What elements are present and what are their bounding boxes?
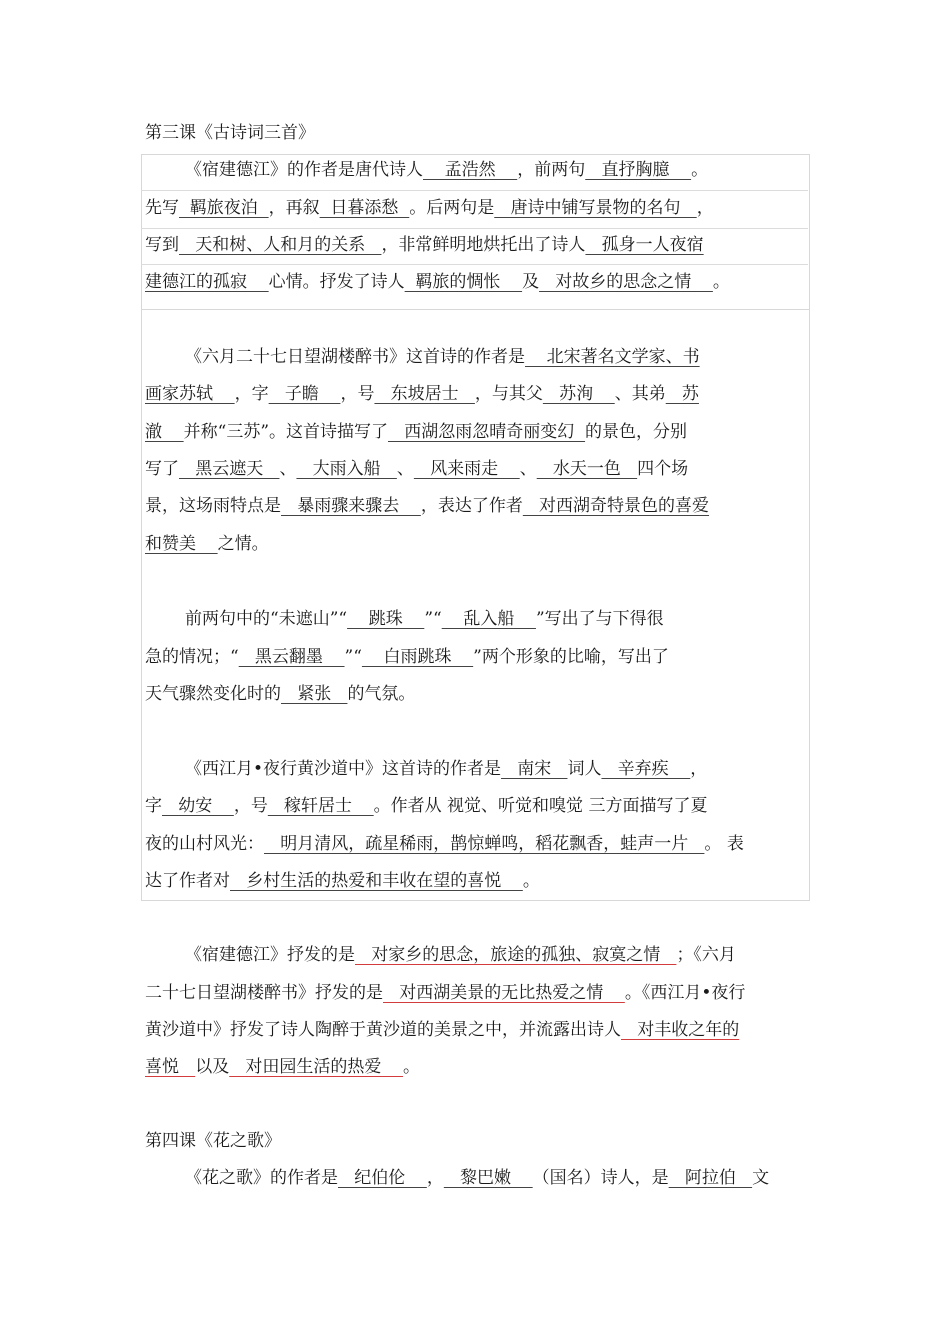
answer-blank: 辛弃疾 [601,759,691,779]
answer-blank: 东坡居士 [374,384,475,404]
text-segment: 景，这场雨特点是 [145,496,281,516]
answer-blank: 纪伯伦 [338,1168,427,1188]
answer-blank: 幼安 [162,796,234,816]
text-segment: 、其弟 [614,384,666,404]
answer-blank: 黑云遮天 [179,459,280,479]
answer-blank: 阿拉伯 [668,1168,753,1188]
text-line [145,832,809,858]
text-line [145,869,809,895]
answer-blank: 紧张 [281,684,348,704]
answer-blank: 对家乡的思念，旅途的孤独、寂寞之情 [355,945,677,965]
text-segment: 及 [522,272,540,292]
text-line [145,1055,809,1081]
answer-blank: 苏洵 [542,384,615,404]
text-segment: 前两句中的“未遮山”“ [185,609,348,629]
answer-blank: 白雨跳珠 [361,647,474,667]
text-line [145,607,809,633]
text-line [145,757,809,783]
text-segment: 、 [279,459,297,479]
text-line [145,532,809,558]
text-segment: 写到 [145,235,179,255]
text-segment: 以及 [195,1057,230,1077]
answer-blank: 孤身一人夜宿 [585,235,704,255]
box-row-divider [141,264,808,265]
text-segment: 并称“三苏”。这首诗描写了 [183,422,389,442]
text-segment: 达了作者对 [145,871,230,891]
text-segment: 《西江月•夜行黄沙道中》这首诗的作者是 [185,759,502,779]
text-line [145,494,809,520]
text-segment: 。 表 [704,834,744,854]
text-segment: 。后两句是 [409,198,495,218]
answer-blank: 西湖忽雨忽晴奇丽变幻 [388,422,586,442]
text-segment: 。 [403,1057,421,1077]
text-segment: 的气氛。 [347,684,416,704]
answer-blank: 水天一色 [536,459,638,479]
text-line [145,682,809,708]
text-segment: 、 [396,459,414,479]
answer-blank: 北宋著名文学家、书 [525,347,700,367]
answer-blank: 羁旅的惆怅 [404,272,523,292]
answer-blank: 澈 [145,422,162,442]
text-segment: ”两个形象的比喻，写出了 [473,647,669,667]
text-segment: 夜的山村风光： [145,834,264,854]
answer-blank: 南宋 [501,759,568,779]
answer-blank: 黑云翻墨 [238,647,345,667]
text-segment: ，前两句 [517,160,586,180]
text-segment: ，再叙 [268,198,320,218]
answer-blank: 孟浩然 [423,160,518,180]
text-segment: ，字 [234,384,269,404]
box-row-divider [141,228,808,229]
answer-blank: 建德江的孤寂 [145,272,247,292]
answer-blank: 跳珠 [347,609,425,629]
answer-blank: 天和树、人和月的关系 [179,235,382,255]
text-line [145,1166,809,1192]
text-segment: 。 [522,871,540,891]
text-line [145,345,809,371]
text-segment: 天气骤然变化时的 [145,684,281,704]
text-segment: 黄沙道中》抒发了诗人陶醉于黄沙道的美景之中，并流露出诗人 [145,1020,621,1040]
answer-blank: 子瞻 [268,384,341,404]
answer-blank: 明月清风，疏星稀雨，鹊惊蝉鸣，稻花飘香，蛙声一片 [264,834,705,854]
text-segment: ，号 [233,796,268,816]
text-segment: 写了 [145,459,179,479]
text-segment: 、 [519,459,537,479]
text-line [145,270,809,296]
answer-blank: 大雨入船 [296,459,397,479]
text-line [145,1018,809,1044]
text-segment: （国名）诗人，是 [532,1168,669,1188]
answer-blank: 乱入船 [441,609,536,629]
text-segment: 二十七日望湖楼醉书》抒发的是 [145,983,383,1003]
text-segment: 之情。 [217,534,269,554]
answer-blank: 对丰收之年的 [621,1020,740,1040]
answer-blank: 日暮添愁 [319,198,410,218]
answer-blank: 对西湖奇特景色的喜爱 [522,496,710,516]
answer-blank: 羁旅夜泊 [179,198,269,218]
answer-blank: 唐诗中铺写景物的名句 [494,198,697,218]
text-segment: 词人 [567,759,602,779]
answer-blank: 暴雨骤来骤去 [281,496,421,516]
text-line [145,233,809,259]
answer-blank: 乡村生活的热爱和丰收在望的喜悦 [230,871,523,891]
answer-blank [213,384,235,404]
text-segment: ， [696,198,714,218]
text-line [145,420,809,446]
text-line [145,943,809,969]
answer-blank [196,534,218,554]
text-segment: ， [690,759,708,779]
text-segment: 四个场 [637,459,689,479]
text-segment: 急的情况；“ [145,647,239,667]
answer-blank: 对田园生活的热爱 [229,1057,404,1077]
text-segment: 。作者从 视觉、听觉和嗅觉 三方面描写了夏 [373,796,708,816]
answer-blank: 苏 [665,384,699,404]
text-segment: ”“ [424,609,442,629]
text-line [145,981,809,1007]
text-segment: 字 [145,796,162,816]
answer-blank: 对故乡的思念之情 [539,272,713,292]
text-segment: 《六月二十七日望湖楼醉书》这首诗的作者是 [185,347,525,367]
box-row-divider [141,190,808,191]
text-line [145,794,809,820]
text-segment: ， [426,1168,444,1188]
answer-blank: 稼轩居士 [267,796,374,816]
answer-blank: 和赞美 [145,534,196,554]
text-segment: ；《六月 [676,945,736,965]
answer-blank [247,272,269,292]
text-segment: ，非常鲜明地烘托出了诗人 [381,235,586,255]
text-segment: 。 [712,272,730,292]
text-segment: 的景色，分别 [585,422,688,442]
text-line [145,158,809,184]
text-segment: 先写 [145,198,179,218]
answer-blank: 直抒胸臆 [585,160,692,180]
text-segment: ”写出了与下得很 [535,609,664,629]
text-line [145,382,809,408]
answer-blank [179,1057,195,1077]
text-segment: 《宿建德江》抒发的是 [185,945,355,965]
lesson4-title: 第四课《花之歌》 [145,1131,281,1151]
text-segment: 《宿建德江》的作者是唐代诗人 [185,160,423,180]
text-line [145,645,809,671]
text-segment: 。 [691,160,709,180]
text-segment: ，与其父 [474,384,543,404]
answer-blank [162,422,184,442]
text-line [145,196,809,222]
text-segment: 《花之歌》的作者是 [185,1168,338,1188]
text-segment: 。《西江月•夜行 [624,983,746,1003]
answer-blank: 风来雨走 [413,459,520,479]
text-segment: ”“ [344,647,362,667]
text-segment: 文 [752,1168,770,1188]
answer-blank: 喜悦 [145,1057,179,1077]
answer-blank: 对西湖美景的无比热爱之情 [383,983,625,1003]
lesson3-title: 第三课《古诗词三首》 [145,123,315,143]
text-segment: 心情。抒发了诗人 [268,272,405,292]
text-segment: ，表达了作者 [420,496,523,516]
answer-blank: 画家苏轼 [145,384,213,404]
text-segment: ，号 [340,384,375,404]
text-line [145,457,809,483]
answer-blank: 黎巴嫩 [443,1168,533,1188]
